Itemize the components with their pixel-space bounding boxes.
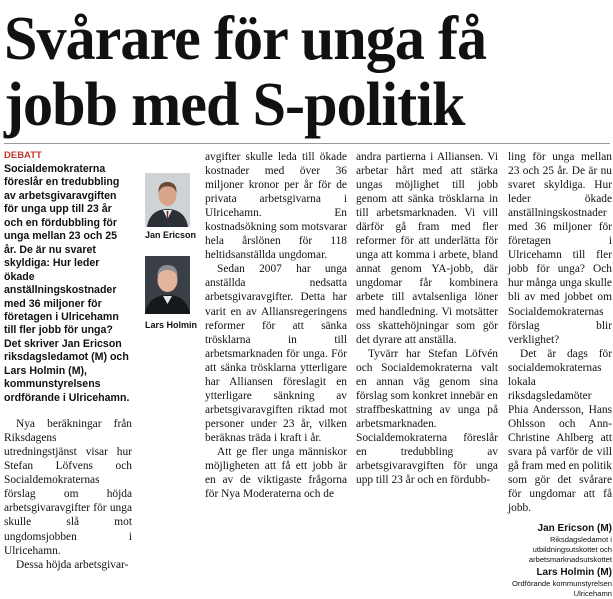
column-1: [4, 150, 132, 572]
author-photo-lars-holmin: [145, 256, 190, 314]
body-paragraph: Att ge fler unga människor möjligheten att få ett jobb är en av de viktigaste frågorna för Nya Moderaterna och de: [205, 445, 347, 501]
author-caption-lars-holmin: Lars Holmin: [145, 320, 198, 330]
headline-divider: [4, 143, 610, 144]
author-caption-jan-ericson: Jan Ericson: [145, 230, 197, 240]
signature-name: Jan Ericson (M): [537, 523, 612, 535]
column-4: [356, 150, 498, 487]
portrait-jan-ericson-icon: [145, 173, 190, 227]
signature-name: Lars Holmin (M): [536, 567, 612, 579]
body-paragraph: Tyvärr har Stefan Löfvén och Socialdemokraterna valt en annan väg genom sina förslag som konkret innebär en straffbeskattning av unga på arbetsmarknaden. Socialdemokraterna föreslår en tredubbling av arbetsgivaravgiften för unga upp till 23 år och en fördubb-: [356, 347, 498, 487]
lead-paragraph: Socialdemokraterna föreslår en tredubbling av arbetsgivaravgiften för unga upp till 23 år och en fördubbling för unga mellan 23 och 25 år. De är nu svaret skyldiga: Hur leder ökade anställningskostnader med 36 miljoner för företagen i Ulricehamn till fler jobb för unga? Det skriver Jan Ericson riksdagsledamot (M) och Lars Holmin (M), kommunstyrelsens ordförande i Ulricehamn.: [4, 163, 130, 404]
section-tag: DEBATT: [4, 150, 42, 161]
signature-jan-ericson: [508, 523, 612, 565]
body-paragraph: Nya beräkningar från Riksdagens utredningstjänst visar hur Stefan Löfvens och Socialdemokraternas förslag om höjda arbetsgivaravgifter för unga skulle slå mot ungdomsjobben i Ulricehamn.: [4, 418, 132, 557]
body-paragraph: Dessa höjda arbetsgivar-: [16, 558, 129, 571]
body-paragraph: ling för unga mellan 23 och 25 år. De är nu svaret skyldiga. Hur leder ökade anställningskostnader med 36 miljoner för företagen i Ulricehamn till fler jobb för unga? Och hur många unga skulle bli av med jobbet om Socialdemokraternas förslag blir verklighet?: [508, 151, 612, 346]
body-paragraph: andra partierna i Alliansen. Vi arbetar hårt med att stärka ungas möjlighet till jobb genom att sänka trösklarna in till arbetsmarknaden. Vi vill därför gå fram med fler reformer för att underlätta för unga att komma i arbete, bland annat genom YA-jobb, där ungdomar får kombinera arbete till avtalsenliga löner med handledning. Vi motsätter oss skattehöjningar som gör det dyrare att anställa.: [356, 151, 498, 346]
body-paragraph: avgifter skulle leda till ökade kostnader med över 36 miljoner kronor per år för de privata arbetsgivarna i Ulricehamn. En kostnadsökning som motsvarar hela årslönen för 118 heltidsanställda ungdomar.: [205, 151, 347, 262]
signature-lars-holmin: [508, 567, 612, 599]
body-paragraph: Det är dags för socialdemokraternas lokala riksdagsledamöter Phia Andersson, Hans Ohlsson och Ann-Christine Ahlberg att svara på varför de vill gå fram med en politik som gör det svårare för ungdomar att få jobb.: [508, 347, 612, 515]
author-photo-jan-ericson: [145, 173, 190, 227]
signature-role: Ordförande kommunstyrelsen Ulricehamn: [511, 579, 612, 599]
column-3: [205, 150, 347, 501]
column-5: [508, 150, 612, 599]
portrait-lars-holmin-icon: [145, 256, 190, 314]
headline: Svårare för unga få jobb med S-politik: [4, 5, 487, 139]
body-paragraph: Sedan 2007 har unga anställda nedsatta arbetsgivaravgifter. Detta har varit en av Alliansregeringens reformer för att sänka trösklarna in till arbetsmarknaden för unga. För att sänka trösklarna ytterligare har Alliansen föreslagit en ytterligare sänkning av arbetsgivaravgiften riktad mot personer under 23 år, vilken beräknas träda i kraft i år.: [205, 263, 347, 444]
signature-role: Riksdagsledamot i utbildningsutskottet och arbetsmarknadsutskottet: [528, 535, 612, 565]
